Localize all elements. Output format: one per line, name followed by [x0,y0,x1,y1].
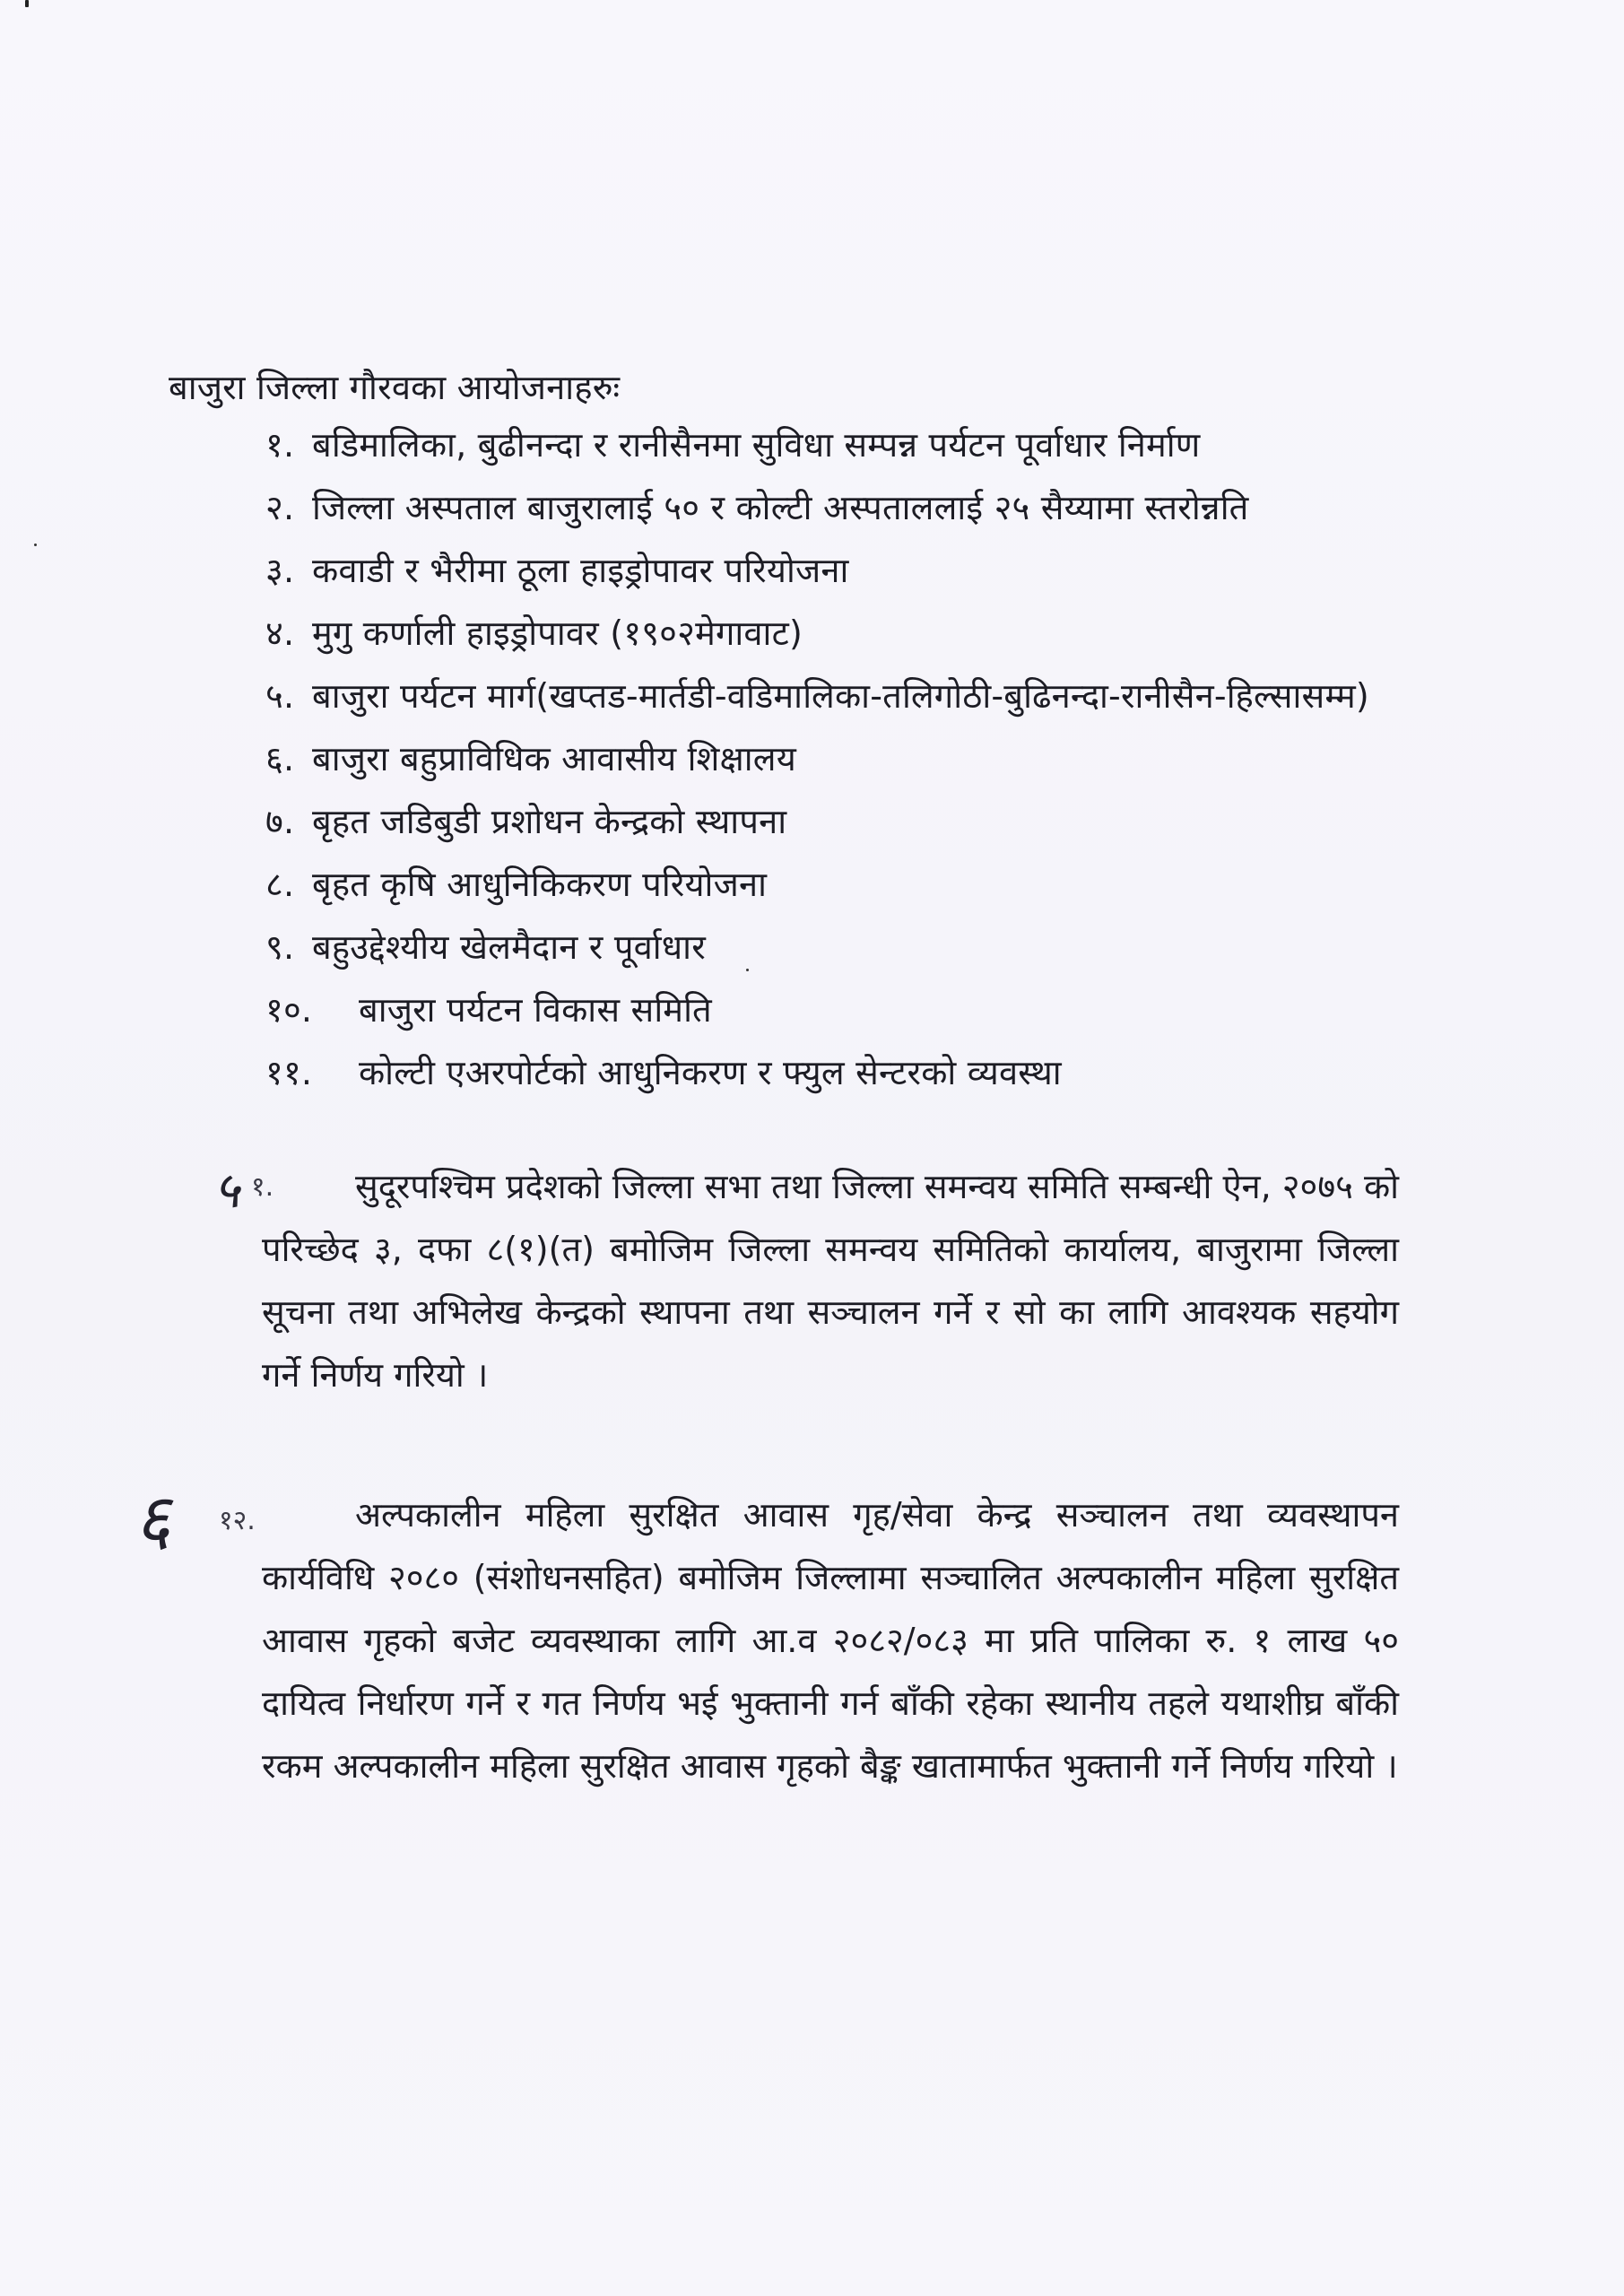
section-heading: बाजुरा जिल्ला गौरवका आयोजनाहरुः [169,368,621,407]
list-item-number: ९. [265,927,295,967]
list-item [265,613,803,653]
list-item-number: १०. [265,990,313,1030]
scan-mark [25,0,29,7]
list-item [265,1053,1062,1092]
list-item-label: बाजुरा पर्यटन विकास समिति [359,990,712,1030]
list-item-label: बृहत जडिबुडी प्रशोधन केन्द्रको स्थापना [312,802,787,841]
list-item-number: ४. [265,613,295,653]
handwritten-number-6: ६ [135,1480,171,1561]
list-item [265,865,767,904]
list-item [265,802,786,841]
list-item-label: बडिमालिका, बुढीनन्दा र रानीसैनमा सुविधा सम्पन्न पर्यटन पूर्वाधार निर्माण [312,425,1201,465]
list-item-number: ६. [265,739,295,778]
list-item-label: बाजुरा बहुप्राविधिक आवासीय शिक्षालय [312,739,797,778]
decision-paragraph-5 [262,1155,1399,1406]
list-item-label: बृहत कृषि आधुनिकिकरण परियोजना [312,865,768,904]
decision-paragraph-6 [262,1483,1399,1797]
list-item [265,927,706,967]
list-item-number: ७. [265,802,295,841]
list-item-label: जिल्ला अस्पताल बाजुरालाई ५० र कोल्टी अस्पताललाई २५ सैय्यामा स्तरोन्नति [312,488,1249,527]
list-item-label: बाजुरा पर्यटन मार्ग(खप्तड-मार्तडी-वडिमालिका-तलिगोठी-बुढिनन्दा-रानीसैन-हिल्सासम्म) [312,676,1369,716]
list-item [265,425,1200,465]
handwritten-number-5: ५ [213,1161,240,1220]
scan-speck [34,544,37,546]
list-item-number: २. [265,488,295,527]
decision-text-6: अल्पकालीन महिला सुरक्षित आवास गृह/सेवा केन्द्र सञ्चालन तथा व्यवस्थापन कार्यविधि २०८० (संशोधनसहित) बमोजिम जिल्लामा सञ्चालित अल्पकालीन महिला सुरक्षित आवास गृहको बजेट व्यवस्थाका लागि आ.व २०८२/०८३ मा प्रति पालिका रु. १ लाख ५० दायित्व निर्धारण गर्ने र गत निर्णय भई भुक्तानी गर्न बाँकी रहेका स्थानीय तहले यथाशीघ्र बाँकी रकम अल्पकालीन महिला सुरक्षित आवास गृहको बैङ्क खातामार्फत भुक्तानी गर्ने निर्णय गरियो । [262,1495,1399,1786]
list-item-label: बहुउद्देश्यीय खेलमैदान र पूर्वाधार [312,927,706,967]
struck-decision-number: १२. [219,1505,256,1536]
list-item-label: कवाडी र भैरीमा ठूला हाइड्रोपावर परियोजना [312,551,849,590]
list-item-number: ११. [265,1053,313,1092]
list-item-number: १. [265,425,295,465]
list-item-number: ५. [265,676,295,716]
decision-text-5: सुदूरपश्चिम प्रदेशको जिल्ला सभा तथा जिल्ला समन्वय समिति सम्बन्धी ऐन, २०७५ को परिच्छेद ३, दफा ८(१)(त) बमोजिम जिल्ला समन्वय समितिको कार्यालय, बाजुरामा जिल्ला सूचना तथा अभिलेख केन्द्रको स्थापना तथा सञ्चालन गर्ने र सो का लागि आवश्यक सहयोग गर्ने निर्णय गरियो । [262,1167,1399,1395]
list-item [265,676,1369,716]
struck-decision-number: १. [251,1171,274,1203]
scan-speck [746,969,749,971]
list-item-label: कोल्टी एअरपोर्टको आधुनिकरण र फ्युल सेन्टरको व्यवस्था [359,1053,1062,1092]
list-item [265,488,1248,527]
list-item-label: मुगु कर्णाली हाइड्रोपावर (१९०२मेगावाट) [312,613,803,653]
list-item-number: ३. [265,551,295,590]
list-item [265,551,849,590]
list-item [265,990,712,1030]
list-item [265,739,796,778]
list-item-number: ८. [265,865,295,904]
